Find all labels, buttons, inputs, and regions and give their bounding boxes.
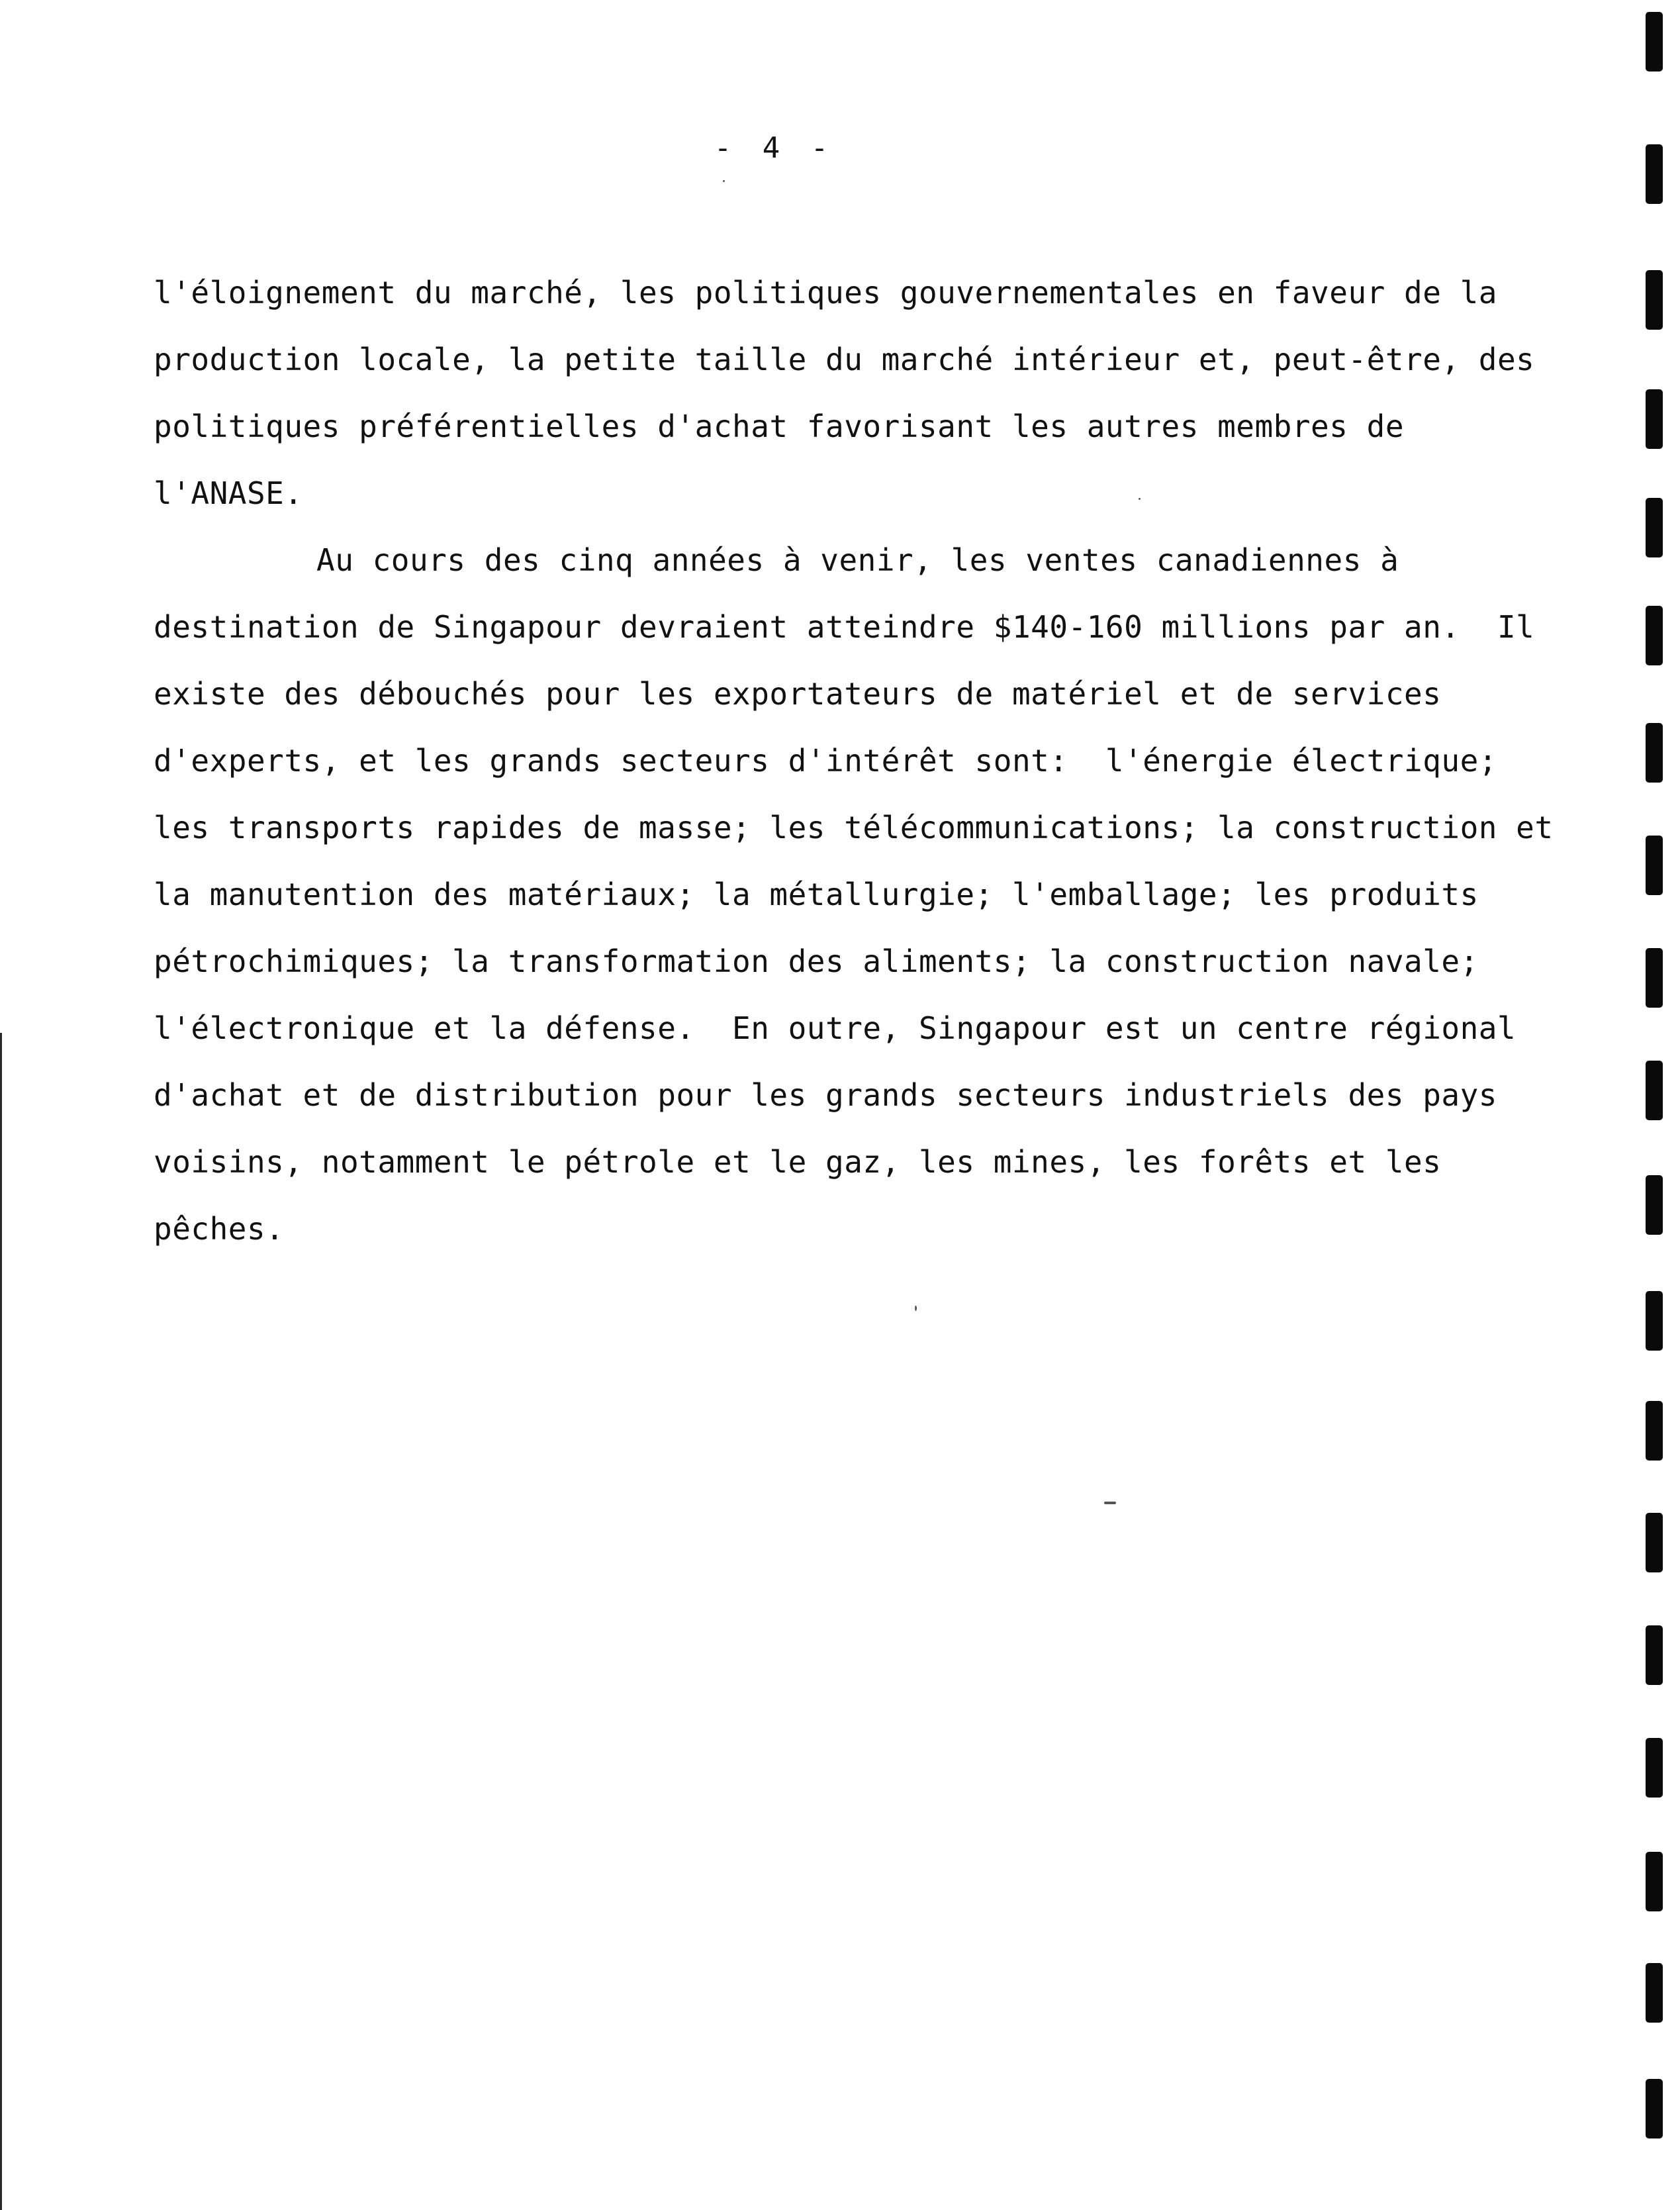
binding-mark xyxy=(1646,1291,1663,1351)
binding-mark xyxy=(1646,948,1663,1008)
binding-mark xyxy=(1646,144,1663,204)
text-line: la manutention des matériaux; la métallurgie; l'emballage; les produits xyxy=(154,877,1479,912)
text-line: voisins, notamment le pétrole et le gaz, les mines, les forêts et les xyxy=(154,1144,1442,1180)
binding-marks xyxy=(1627,0,1680,2210)
text-line: d'achat et de distribution pour les grands secteurs industriels des pays xyxy=(154,1077,1497,1113)
text-line: existe des débouchés pour les exportateurs de matériel et de services xyxy=(154,676,1442,712)
text-line: d'experts, et les grands secteurs d'intérêt sont: l'énergie électrique; xyxy=(154,743,1497,779)
paragraph-1 xyxy=(154,260,1535,527)
text-line: pétrochimiques; la transformation des aliments; la construction navale; xyxy=(154,943,1479,979)
text-line: l'électronique et la défense. En outre, Singapour est un centre régional xyxy=(154,1010,1517,1046)
text-line: pêches. xyxy=(154,1211,285,1247)
binding-mark xyxy=(1646,1625,1663,1685)
binding-mark xyxy=(1646,1513,1663,1572)
binding-mark xyxy=(1646,723,1663,783)
text-line: destination de Singapour devraient atteindre $140-160 millions par an. Il xyxy=(154,609,1535,645)
binding-mark xyxy=(1646,1963,1663,2023)
scan-speck xyxy=(723,180,725,182)
text-line: les transports rapides de masse; les télécommunications; la construction et xyxy=(154,810,1554,845)
binding-mark xyxy=(1646,1738,1663,1798)
binding-mark xyxy=(1646,836,1663,895)
binding-mark xyxy=(1646,389,1663,449)
text-line: production locale, la petite taille du marché intérieur et, peut-être, des xyxy=(154,342,1535,377)
binding-mark xyxy=(1646,12,1663,72)
binding-mark xyxy=(1646,1061,1663,1120)
scan-speck xyxy=(915,1306,917,1311)
binding-mark xyxy=(1646,270,1663,330)
paragraph-2 xyxy=(154,527,1554,1263)
binding-mark xyxy=(1646,606,1663,665)
page-number: - 4 - xyxy=(714,131,835,165)
text-line: Au cours des cinq années à venir, les ventes canadiennes à xyxy=(316,542,1399,578)
binding-mark xyxy=(1646,1852,1663,1911)
text-line: l'ANASE. xyxy=(154,475,303,511)
binding-mark xyxy=(1646,2079,1663,2138)
text-line: politiques préférentielles d'achat favorisant les autres membres de xyxy=(154,408,1405,444)
text-line: l'éloignement du marché, les politiques gouvernementales en faveur de la xyxy=(154,275,1497,311)
scan-speck xyxy=(1104,1502,1116,1504)
binding-mark xyxy=(1646,498,1663,557)
body-text xyxy=(154,260,1554,1263)
scan-speck xyxy=(1139,498,1141,500)
binding-mark xyxy=(1646,1175,1663,1235)
left-edge-line xyxy=(0,1033,2,2210)
binding-mark xyxy=(1646,1401,1663,1461)
